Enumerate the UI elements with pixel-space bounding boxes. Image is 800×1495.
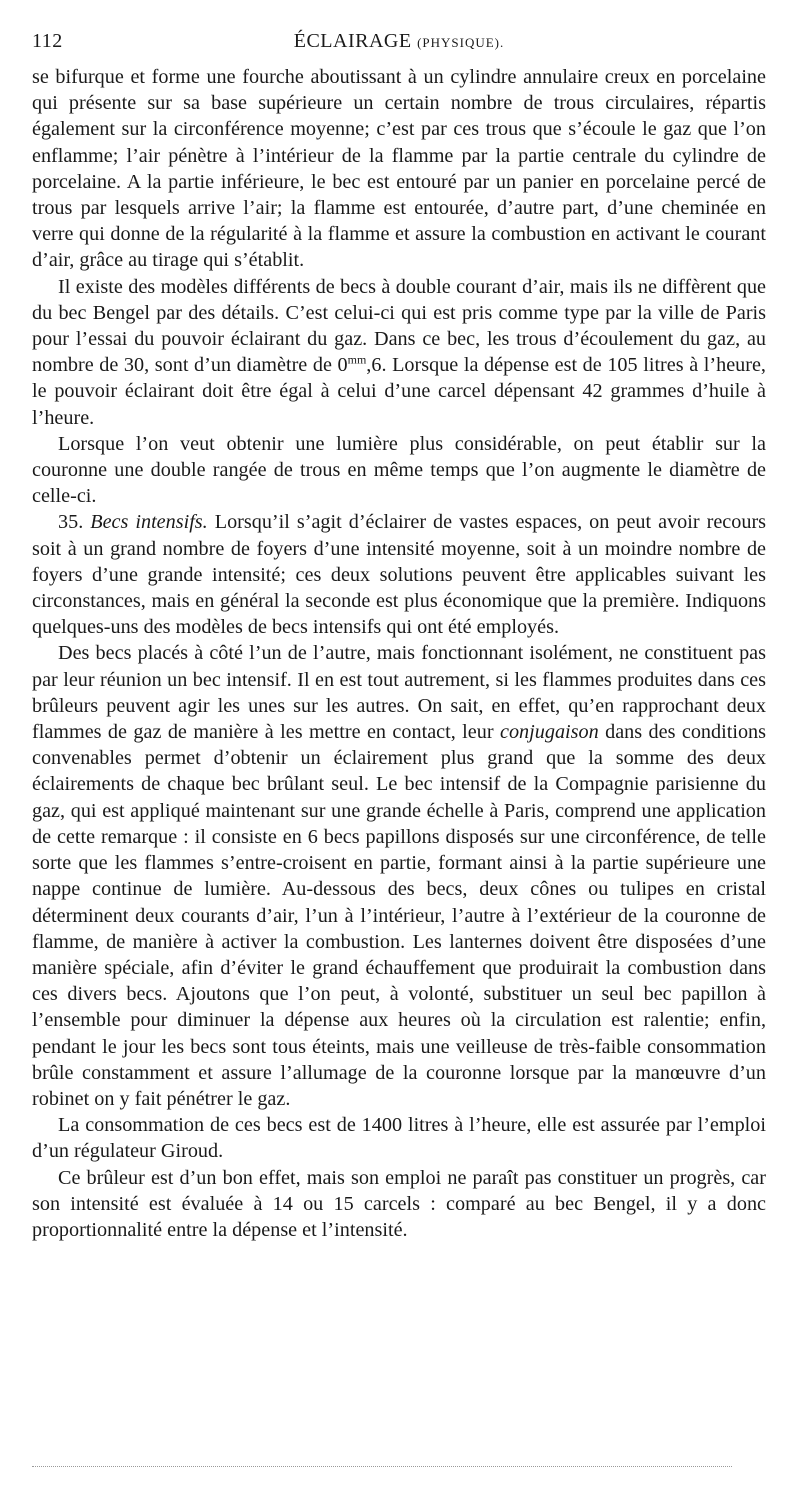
body-text <box>32 64 766 1243</box>
paragraph-intensive-text-a: Des becs placés à côté l’un de l’autre, mais fonctionnant isolément, ne constituent pas par leur réunion un bec intensif. Il en est tout autrement, si les flammes produites dans ces brûleurs peuvent agir les unes sur les autres. On sait, en effet, qu’en rapprochant deux flammes de gaz de manière à les mettre en contact, leur <box>32 642 766 744</box>
paragraph-intensive-burner <box>32 640 766 1112</box>
paragraph-bengel-text-b: ,6. Lorsque la dépense est de 105 litres à l’heure, le pouvoir éclairant doit être égal à celui d’une carcel dépensant 42 grammes d’huile à l’heure. <box>32 354 766 429</box>
running-head <box>32 30 766 64</box>
paragraph-intensive-text-b: dans des conditions convenables permet d’obtenir un éclairement plus grand que la somme des deux éclairements de chaque bec brûlant seul. Le bec intensif de la Compagnie parisienne du gaz, qui est appliqué maintenant sur une grande échelle à Paris, comprend une application de cette remarque : il consiste en 6 becs papillons disposés sur une circonférence, de telle sorte que les flammes s’entre-croisent en partie, formant ainsi à la partie supérieure une nappe continue de lumière. Au-dessous des becs, deux cônes ou tulipes en cristal déterminent deux courants d’air, l’un à l’intérieur, l’autre à l’extérieur de la couronne de flamme, de manière à activer la combustion. Les lanternes doivent être disposées d’une manière spéciale, afin d’éviter le grand échauffement que produirait la combustion dans ces divers becs. Ajoutons que l’on peut, à volonté, substituer un seul bec papillon à l’ensemble pour diminuer la dépense aux heures où la circulation est ralentie; enfin, pendant le jour les becs sont tous éteints, mais une veilleuse de très-faible consommation brûle constamment et assure l’allumage de la couronne lorsque par la manœuvre d’un robinet on y fait pénétrer le gaz. <box>32 721 766 1110</box>
paragraph-consumption: La consommation de ces becs est de 1400 litres à l’heure, elle est assurée par l’emploi d’un régulateur Giroud. <box>32 1114 766 1163</box>
paragraph-double-row: Lorsque l’on veut obtenir une lumière plus considérable, on peut établir sur la couronne une double rangée de trous en même temps que l’on augmente le diamètre de celle-ci. <box>32 432 766 508</box>
footer-dotted-rule <box>32 1466 732 1467</box>
running-title <box>92 30 706 53</box>
section-title: Becs intensifs. <box>90 511 208 534</box>
section-number: 35. <box>58 511 84 534</box>
paragraph-continued: se bifurque et forme une fourche aboutissant à un cylindre annulaire creux en porcelaine qui présente sur sa base supérieure un certain nombre de trous circulaires, répartis également sur la circonférence moyenne; c’est par ces trous que s’écoule le gaz que l’on enflamme; l’air pénètre à l’intérieur de la flamme par la partie centrale du cylindre de porcelaine. A la partie inférieure, le bec est entouré par un panier en porcelaine percé de trous par lesquels arrive l’air; la flamme est entourée, d’autre part, d’une cheminée en verre qui donne de la régularité à la flamme et assure la combustion en activant le courant d’air, grâce au tirage qui s’établit. <box>32 66 766 272</box>
running-title-sub: (PHYSIQUE). <box>417 35 505 50</box>
emphasized-term: conjugaison <box>500 721 599 744</box>
page-number: 112 <box>32 30 63 52</box>
paragraph-bengel-text-a: Il existe des modèles différents de becs à double courant d’air, mais ils ne diffèrent que du bec Bengel par des détails. C’est celui-ci qui est pris comme type par la ville de Paris pour l’essai du pouvoir éclairant du gaz. Dans ce bec, les trous d’écoulement du gaz, au nombre de 30, sont d’un diamètre de 0 <box>32 275 766 377</box>
section-body: Lorsqu’il s’agit d’éclairer de vastes espaces, on peut avoir recours soit à un grand nombre de foyers d’une intensité moyenne, soit à un moindre nombre de foyers d’une grande intensité; ces deux solutions peuvent être applicables suivant les circonstances, mais en général la seconde est plus économique que la première. Indiquons quelques-uns des modèles de becs intensifs qui ont été employés. <box>32 511 767 639</box>
paragraph-conclusion: Ce brûleur est d’un bon effet, mais son emploi ne paraît pas constituer un progrès, car son intensité est évaluée à 14 ou 15 carcels : comparé au bec Bengel, il y a donc proportionnalité entre la dépense et l’intensité. <box>32 1166 766 1241</box>
book-page <box>32 30 766 1243</box>
section-becs-intensifs <box>32 509 766 640</box>
running-title-main: ÉCLAIRAGE <box>293 30 412 52</box>
paragraph-bengel-burner <box>32 274 766 431</box>
unit-superscript: mm <box>347 352 367 367</box>
